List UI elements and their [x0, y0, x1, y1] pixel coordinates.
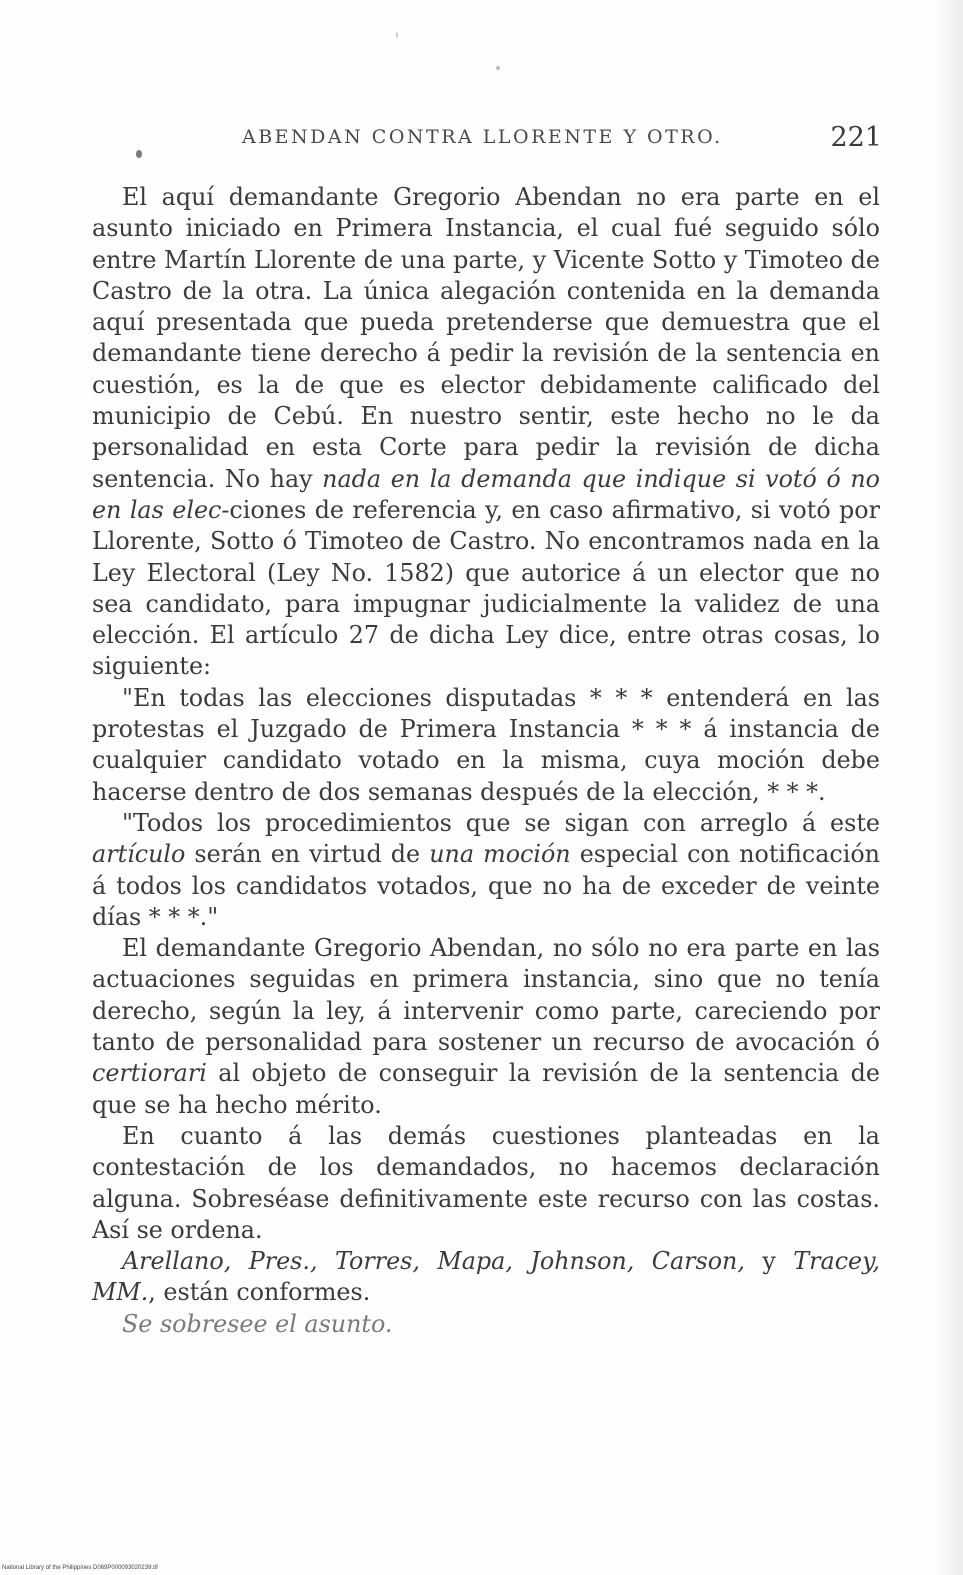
running-title: ABENDAN CONTRA LLORENTE Y OTRO.	[242, 126, 723, 148]
paragraph-2: El demandante Gregorio Abendan, no sólo no era parte en las actuaciones seguidas en primera instancia, sino que no tenía derecho, según la ley, á intervenir como parte, careciendo por tanto de personalidad para sostener un recurso de avocación ó certiorari al objeto de conseguir la revisión de la sentencia de que se ha hecho mérito.	[92, 934, 880, 1119]
paragraph-1: El aquí demandante Gregorio Abendan no era parte en el asunto iniciado en Primera Instancia, el cual fué seguido sólo entre Martín Llorente de una parte, y Vicente Sotto y Timoteo de Castro de la otra. La única alegación contenida en la demanda aquí presentada que pueda pretenderse que demuestra que el demandante tiene derecho á pedir la revisión de la sentencia en cuestión, es la de que es elector debidamente calificado del municipio de Cebú. En nuestro sentir, este hecho no le da personalidad en esta Corte para pedir la revisión de dicha sentencia. No hay nada en la demanda que indique si votó ó no en las elec-ciones de referencia y, en caso afirmativo, si votó por Llorente, Sotto ó Timoteo de Castro. No encontramos nada en la Ley Electoral (Ley No. 1582) que autorice á un elector que no sea candidato, para impugnar judicialmente la validez de una elección. El artículo 27 de dicha Ley dice, entre otras cosas, lo siguiente:	[92, 183, 880, 681]
ink-speck	[496, 66, 500, 70]
scan-footer: National Library of the Philippines D069P000093020239.tif	[2, 1565, 158, 1571]
page-number: 221	[830, 122, 882, 153]
paragraph-3: En cuanto á las demás cuestiones planteadas en la contestación de los demandados, no hacemos declaración alguna. Sobreséase definitivamente este recurso con las costas. Así se ordena.	[92, 1121, 880, 1244]
final-ruling: Se sobresee el asunto.	[122, 1309, 393, 1338]
concurrence-line: Arellano, Pres., Torres, Mapa, Johnson, Carson, y Tracey, MM., están conformes.	[92, 1247, 880, 1307]
spine-shadow	[935, 0, 963, 1575]
running-head	[92, 122, 882, 162]
ink-speck	[396, 32, 398, 38]
quote-paragraph-2: "Todos los procedimientos que se sigan con arreglo á este artículo serán en virtud de una moción especial con notificación á todos los candidatos votados, que no ha de exceder de veinte días * * *."	[92, 808, 880, 931]
body-text	[92, 182, 880, 1340]
quote-paragraph-1: "En todas las elecciones disputadas * * * entenderá en las protestas el Juzgado de Primera Instancia * * * á instancia de cualquier candidato votado en la misma, cuya moción debe hacerse dentro de dos semanas después de la elección, * * *.	[92, 683, 880, 806]
